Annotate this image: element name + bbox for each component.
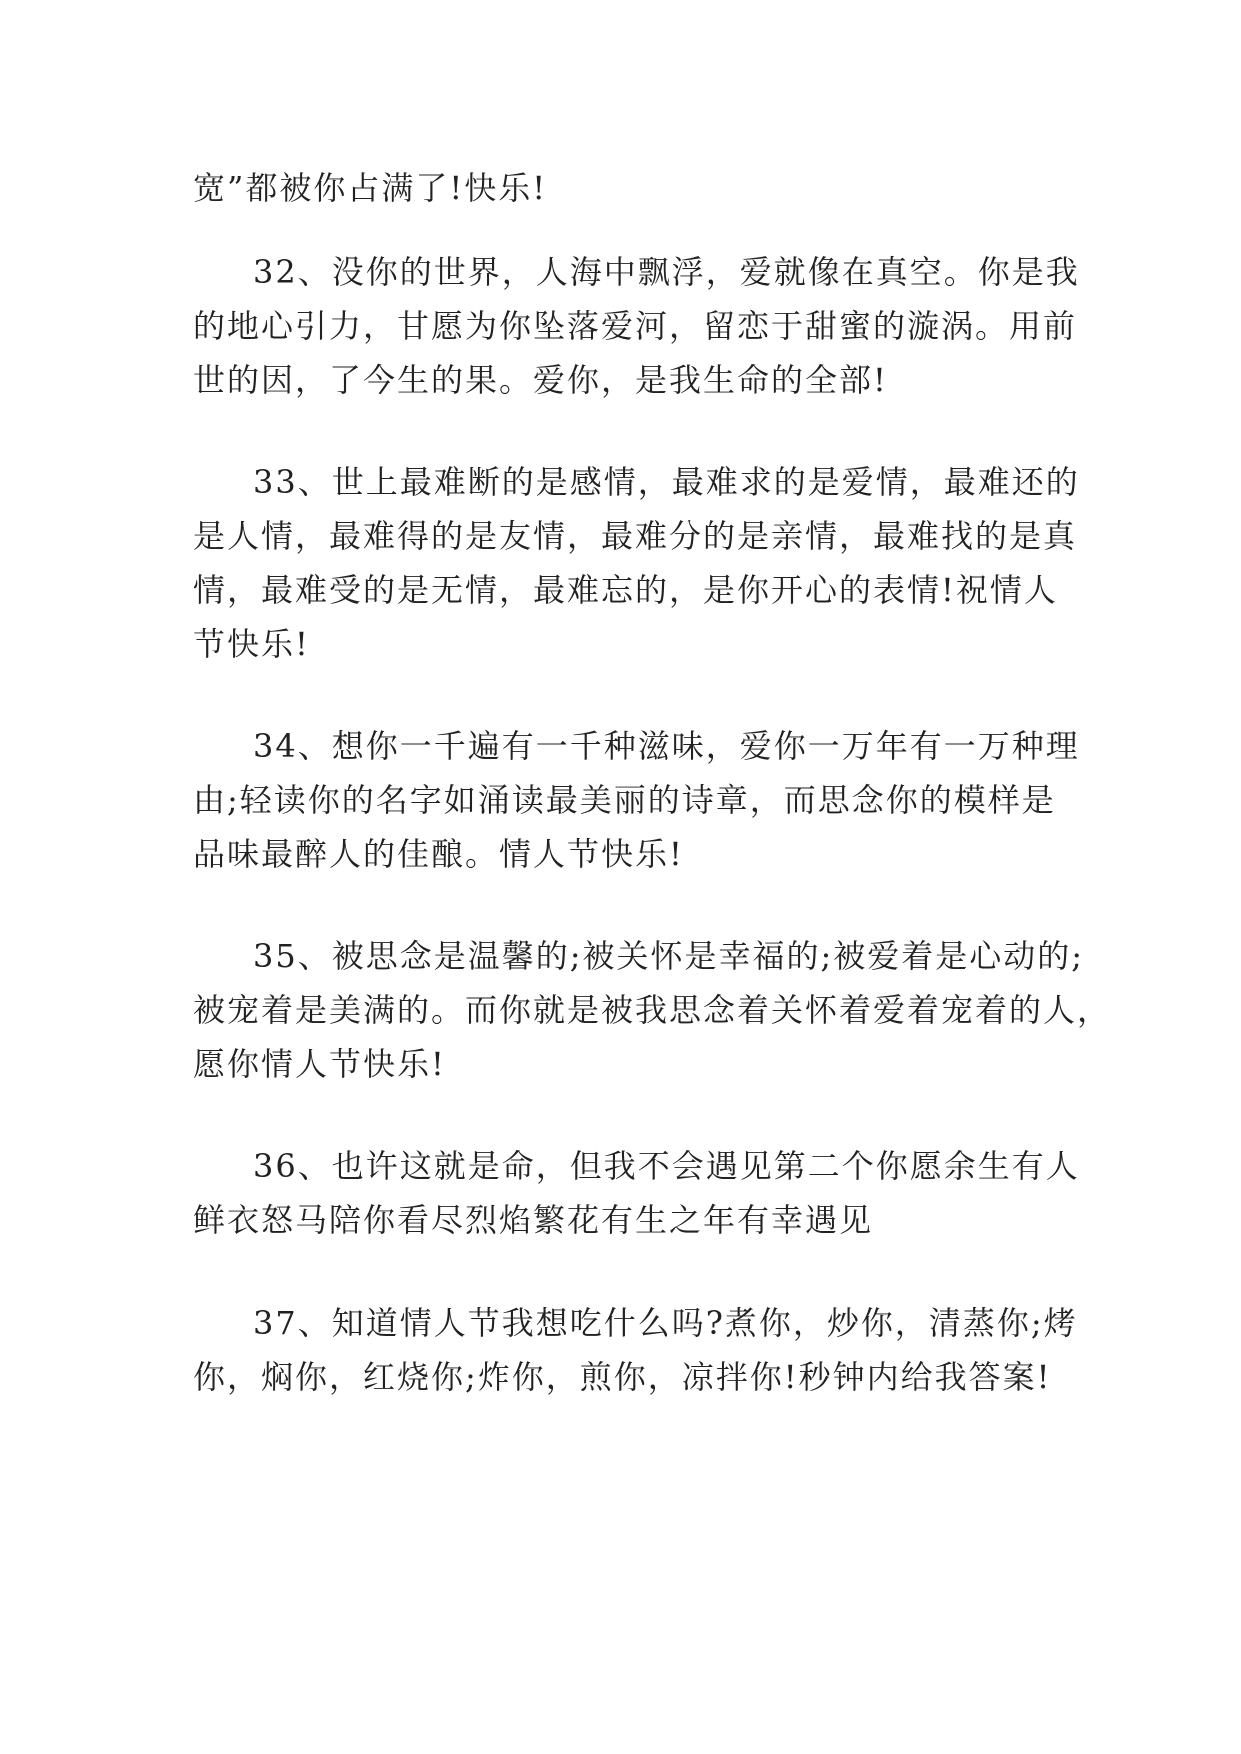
- paragraph-34-line-1: 34、想你一千遍有一千种滋味，爱你一万年有一万种理: [253, 727, 1080, 765]
- paragraph-36-line-1: 36、也许这就是命，但我不会遇见第二个你愿余生有人: [253, 1147, 1080, 1185]
- paragraph-34-line-3: 品味最醉人的佳酿。情人节快乐!: [193, 835, 684, 873]
- paragraph-33-line-1: 33、世上最难断的是感情，最难求的是爱情，最难还的: [253, 463, 1080, 501]
- paragraph-37-line-1: 37、知道情人节我想吃什么吗?煮你，炒你，清蒸你;烤: [253, 1304, 1078, 1342]
- paragraph-32-line-3: 世的因，了今生的果。爱你，是我生命的全部!: [193, 361, 888, 399]
- paragraph-33-line-3: 情，最难受的是无情，最难忘的，是你开心的表情!祝情人: [193, 571, 1058, 609]
- paragraph-35-line-1: 35、被思念是温馨的;被关怀是幸福的;被爱着是心动的;: [253, 937, 1085, 975]
- paragraph-36-line-2: 鲜衣怒马陪你看尽烈焰繁花有生之年有幸遇见: [193, 1201, 874, 1239]
- paragraph-35-line-3: 愿你情人节快乐!: [193, 1045, 446, 1083]
- paragraph-37-line-2: 你，焖你，红烧你;炸你，煎你，凉拌你!秒钟内给我答案!: [193, 1358, 1052, 1396]
- paragraph-33-line-4: 节快乐!: [193, 625, 310, 663]
- paragraph-1-line-1: 宽”都被你占满了!快乐!: [193, 169, 548, 207]
- paragraph-32-line-1: 32、没你的世界，人海中飘浮，爱就像在真空。你是我: [253, 253, 1080, 291]
- paragraph-35-line-2: 被宠着是美满的。而你就是被我思念着关怀着爱着宠着的人，: [193, 991, 1112, 1029]
- paragraph-32-line-2: 的地心引力，甘愿为你坠落爱河，留恋于甜蜜的漩涡。用前: [193, 307, 1078, 345]
- paragraph-33-line-2: 是人情，最难得的是友情，最难分的是亲情，最难找的是真: [193, 517, 1078, 555]
- paragraph-34-line-2: 由;轻读你的名字如涌读最美丽的诗章，而思念你的模样是: [193, 781, 1056, 819]
